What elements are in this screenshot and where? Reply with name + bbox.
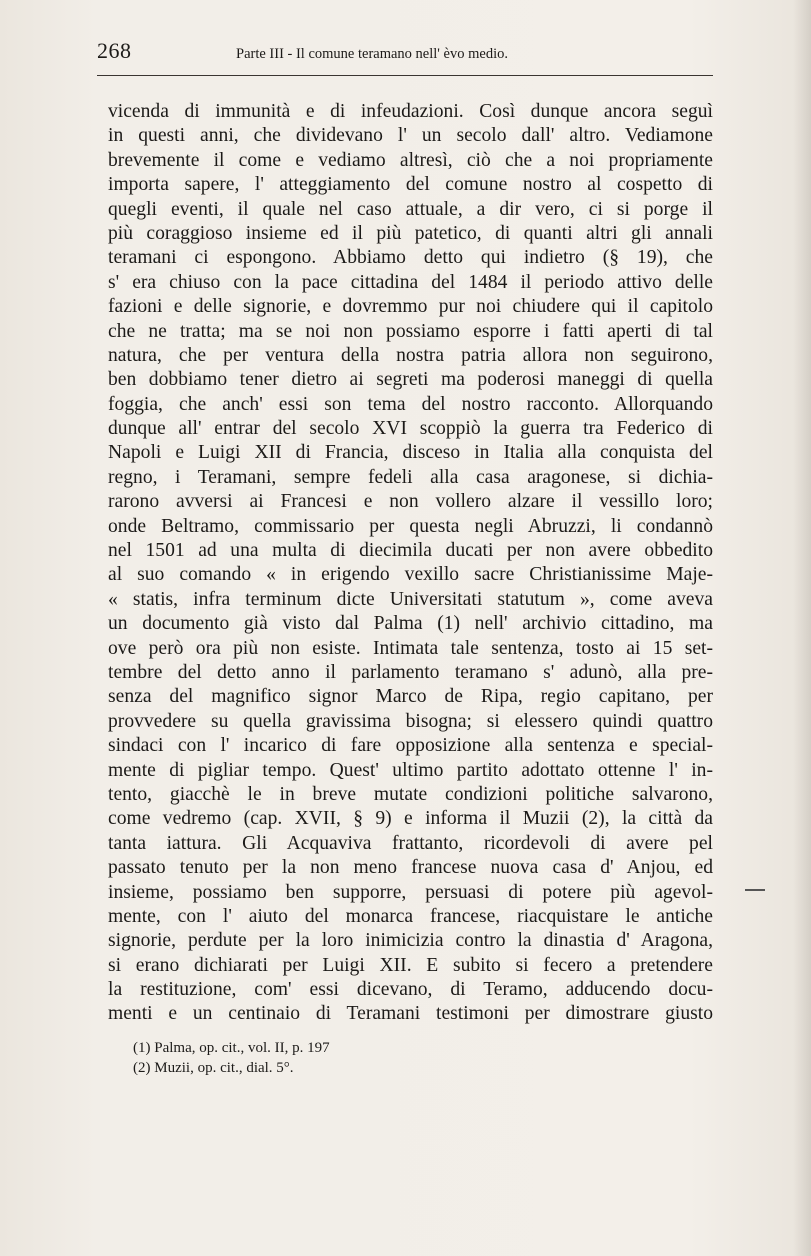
text-line: nel 1501 ad una multa di diecimila ducati per non avere obbedito bbox=[108, 540, 713, 562]
body-text bbox=[108, 100, 713, 1027]
text-line: natura, che per ventura della nostra patria allora non seguirono, bbox=[108, 344, 713, 366]
footnote-1: (1) Palma, op. cit., vol. II, p. 197 bbox=[133, 1040, 330, 1056]
text-line: onde Beltramo, commissario per questa negli Abruzzi, li condannò bbox=[108, 515, 713, 537]
text-line: signorie, perdute per la loro inimicizia contro la dinastia d' Aragona, bbox=[108, 930, 713, 952]
text-line: menti e un centinaio di Teramani testimoni per dimostrare giusto bbox=[108, 1003, 713, 1025]
text-line: foggia, che anch' essi son tema del nostro racconto. Allorquando bbox=[108, 393, 713, 415]
text-line: dunque all' entrar del secolo XVI scoppiò la guerra tra Federico di bbox=[108, 418, 713, 440]
page-header bbox=[97, 38, 712, 72]
text-line: sindaci con l' incarico di fare opposizione alla sentenza e special- bbox=[108, 735, 713, 757]
margin-mark bbox=[745, 889, 765, 891]
text-line: in questi anni, che dividevano l' un secolo dall' altro. Vediamone bbox=[108, 125, 713, 147]
running-title: Parte III - Il comune teramano nell' èvo medio. bbox=[236, 46, 508, 62]
text-line: mente di pigliar tempo. Quest' ultimo partito adottato ottenne l' in- bbox=[108, 759, 713, 781]
text-line: s' era chiuso con la pace cittadina del 1484 il periodo attivo delle bbox=[108, 271, 713, 293]
text-line: senza del magnifico signor Marco de Ripa, regio capitano, per bbox=[108, 686, 713, 708]
text-line: ove però ora più non esiste. Intimata tale sentenza, tosto ai 15 set- bbox=[108, 637, 713, 659]
text-line: tembre del detto anno il parlamento teramano s' adunò, alla pre- bbox=[108, 661, 713, 683]
page-number: 268 bbox=[97, 38, 132, 63]
text-line: importa sapere, l' atteggiamento del comune nostro al cospetto di bbox=[108, 174, 713, 196]
text-line: passato tenuto per la non meno francese nuova casa d' Anjou, ed bbox=[108, 857, 713, 879]
text-line: fazioni e delle signorie, e dovremmo pur noi chiudere qui il capitolo bbox=[108, 296, 713, 318]
text-line: regno, i Teramani, sempre fedeli alla casa aragonese, si dichia- bbox=[108, 466, 713, 488]
text-line: più coraggioso insieme ed il più patetico, di quanti altri gli annali bbox=[108, 222, 713, 244]
text-line: rarono avversi ai Francesi e non vollero alzare il vessillo loro; bbox=[108, 491, 713, 513]
text-line: vicenda di immunità e di infeudazioni. Così dunque ancora seguì bbox=[108, 101, 713, 122]
text-line: teramani ci espongono. Abbiamo detto qui indietro (§ 19), che bbox=[108, 247, 713, 269]
text-line: brevemente il come e vediamo altresì, ciò che a noi propriamente bbox=[108, 149, 713, 171]
text-line: come vedremo (cap. XVII, § 9) e informa il Muzii (2), la città da bbox=[108, 808, 713, 830]
text-line: al suo comando « in erigendo vexillo sacre Christianissime Maje- bbox=[108, 564, 713, 586]
header-rule bbox=[97, 75, 713, 76]
text-line: provvedere su quella gravissima bisogna; si elessero quindi quattro bbox=[108, 710, 713, 732]
text-line: si erano dichiarati per Luigi XII. E subito si fecero a pretendere bbox=[108, 954, 713, 976]
text-line: tento, giacchè le in breve mutate condizioni politiche salvarono, bbox=[108, 783, 713, 805]
text-line: mente, con l' aiuto del monarca francese, riacquistare le antiche bbox=[108, 905, 713, 927]
text-line: che ne tratta; ma se noi non possiamo esporre i fatti aperti di tal bbox=[108, 320, 713, 342]
text-line: « statis, infra terminum dicte Universitati statutum », come aveva bbox=[108, 588, 713, 610]
text-line: Napoli e Luigi XII di Francia, disceso in Italia alla conquista del bbox=[108, 442, 713, 464]
text-line: la restituzione, com' essi dicevano, di Teramo, adducendo docu- bbox=[108, 979, 713, 1001]
text-line: insieme, possiamo ben supporre, persuasi di potere più agevol- bbox=[108, 881, 713, 903]
footnote-2: (2) Muzii, op. cit., dial. 5°. bbox=[133, 1060, 294, 1076]
text-line: un documento già visto dal Palma (1) nell' archivio cittadino, ma bbox=[108, 613, 713, 635]
footnotes bbox=[133, 1038, 633, 1078]
text-line: quegli eventi, il quale nel caso attuale, a dir vero, ci si porge il bbox=[108, 198, 713, 220]
text-line: tanta iattura. Gli Acquaviva frattanto, ricordevoli di avere pel bbox=[108, 832, 713, 854]
text-line: ben dobbiamo tener dietro ai segreti ma poderosi maneggi di quella bbox=[108, 369, 713, 391]
page-edge-shadow bbox=[793, 0, 811, 1256]
